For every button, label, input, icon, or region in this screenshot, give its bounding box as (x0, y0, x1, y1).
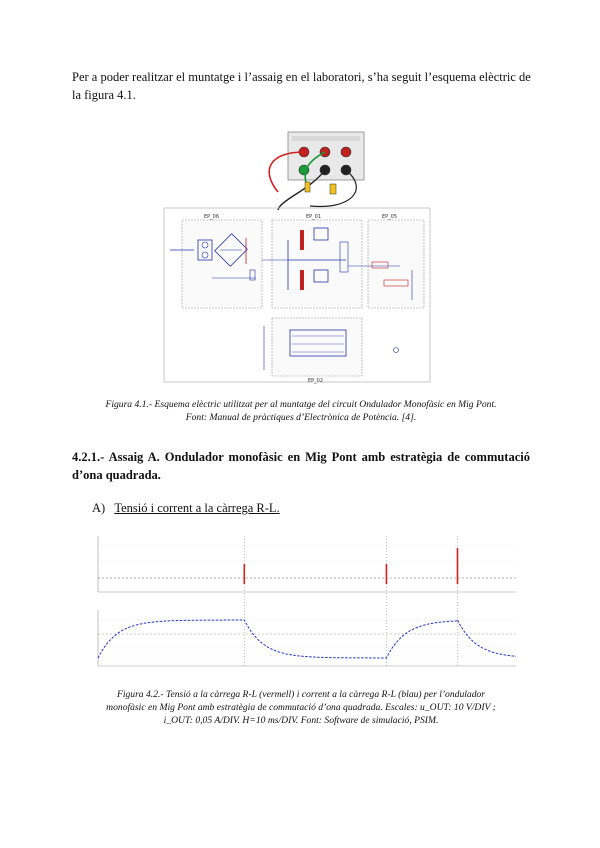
block-ep06 (182, 220, 262, 308)
circuit-diagram (160, 130, 432, 385)
subsection-title (92, 501, 280, 516)
figure-caption (70, 688, 532, 727)
caption-line: monofàsic en Mig Pont amb estratègia de commutació d’ona quadrada. Escales: u_OUT: 10 V/DIV ; (106, 702, 496, 713)
voltage-panel (98, 536, 516, 592)
block-ep02 (272, 318, 362, 376)
current-panel (98, 610, 516, 666)
time-gridlines (244, 536, 457, 668)
block-label: EP_01 (306, 214, 322, 220)
subsection-label: Tensió i corrent a la càrrega R-L. (114, 501, 280, 515)
block-label: EP_05 (382, 214, 398, 220)
section-heading: 4.2.1.- Assaig A. Ondulador monofàsic en Mig Pont amb estratègia de commutació d’ona quadrada. (72, 450, 530, 482)
red-terminal (341, 147, 351, 157)
subsection-marker: A) (92, 501, 106, 515)
caption-line: Font: Manual de pràctiques d’Electrònica de Potència. [4]. (185, 412, 417, 423)
caption-line: Figura 4.2.- Tensió a la càrrega R-L (vermell) i corrent a la càrrega R-L (blau) per l’ondulador (116, 689, 486, 700)
block-ep05 (368, 220, 424, 308)
voltage-spikes (244, 548, 457, 584)
figure-caption (70, 398, 532, 424)
block-label: EP_02 (308, 378, 324, 384)
intro-paragraph: Per a poder realitzar el muntatge i l’assaig en el laboratori, s’ha seguit l’esquema elèctric de la figura 4.1. (72, 70, 531, 102)
simulation-plot (86, 528, 522, 684)
block-ep01 (272, 220, 362, 308)
caption-line: Figura 4.1.- Esquema elèctric utilitzat per al muntatge del circuit Ondulador Monofàsic en Mig Pont. (105, 399, 497, 410)
current-series-line (98, 620, 516, 658)
caption-line: i_OUT: 0,05 A/DIV. H=10 ms/DIV. Font: Software de simulació, PSIM. (163, 715, 439, 726)
block-label: EP_06 (204, 214, 220, 220)
waveform-chart (86, 528, 522, 684)
circuit-figure (160, 130, 432, 385)
